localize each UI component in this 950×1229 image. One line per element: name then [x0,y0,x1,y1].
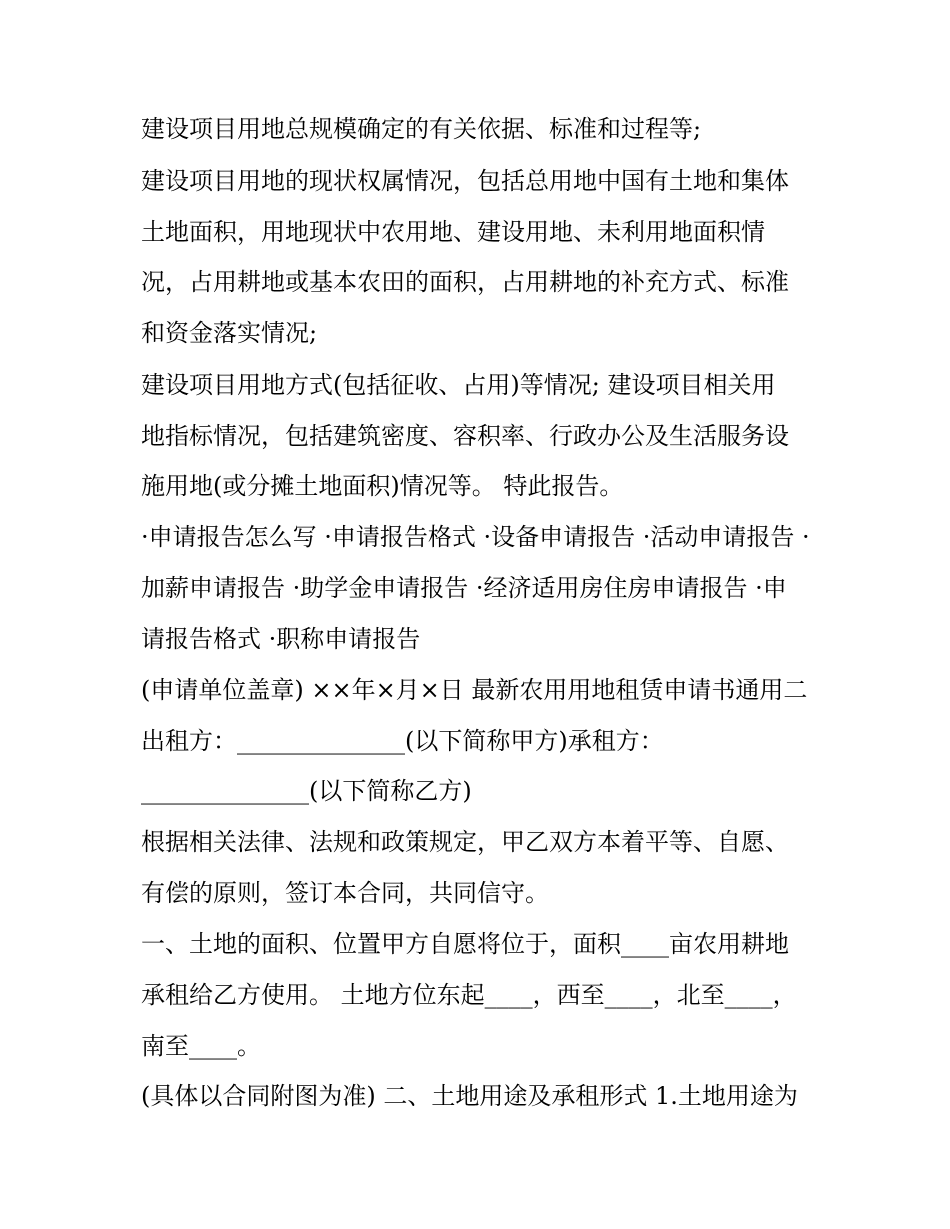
text-line: 承租给乙方使用。 土地方位东起____，西至____，北至____， [141,981,797,1009]
text-line: 施用地(或分摊土地面积)情况等。 特此报告。 [141,472,624,500]
text-line: 建设项目用地的现状权属情况，包括总用地中国有土地和集体 [141,167,789,195]
text-line: ·申请报告怎么写 ·申请报告格式 ·设备申请报告 ·活动申请报告 · [141,523,810,551]
text-line: 一、土地的面积、位置甲方自愿将位于，面积____亩农用耕地 [141,930,789,958]
text-line: (申请单位盖章) ××年×月×日 最新农用用地租赁申请书通用二 [141,676,808,704]
text-line: 出租方：______________(以下简称甲方)承租方： [141,727,664,755]
text-line: ______________(以下简称乙方) [141,777,472,805]
text-line: 加薪申请报告 ·助学金申请报告 ·经济适用房住房申请报告 ·申 [141,574,787,602]
text-line: 土地面积，用地现状中农用地、建设用地、未利用地面积情 [141,218,765,246]
text-line: 地指标情况，包括建筑密度、容积率、行政办公及生活服务设 [141,422,789,450]
text-line: 南至____。 [141,1032,261,1060]
text-line: 根据相关法律、法规和政策规定，甲乙双方本着平等、自愿、 [141,828,789,856]
text-line: (具体以合同附图为准) 二、土地用途及承租形式 1.土地用途为 [141,1082,798,1110]
text-line: 建设项目用地总规模确定的有关依据、标准和过程等; [141,115,702,143]
text-line: 况，占用耕地或基本农田的面积，占用耕地的补充方式、标准 [141,268,789,296]
text-line: 建设项目用地方式(包括征收、占用)等情况; 建设项目相关用 [141,371,776,399]
text-line: 和资金落实情况; [141,319,318,347]
text-line: 有偿的原则，签订本合同，共同信守。 [141,879,549,907]
text-line: 请报告格式 ·职称申请报告 [141,625,421,653]
